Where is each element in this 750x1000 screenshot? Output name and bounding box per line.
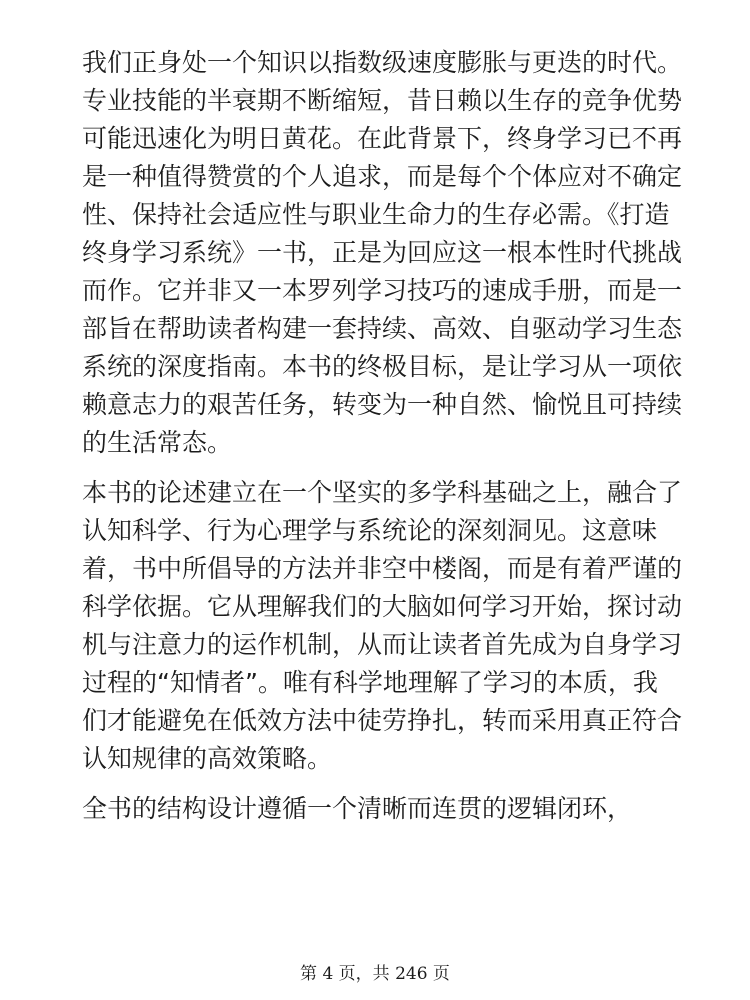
paragraph-3: 全书的结构设计遵循一个清晰而连贯的逻辑闭环，	[82, 794, 633, 823]
page-footer: 第 4 页，共 246 页	[300, 964, 450, 984]
body-text	[82, 44, 682, 828]
paragraph-1: 我们正身处一个知识以指数级速度膨胀与更迭的时代。专业技能的半衰期不断缩短，昔日赖以生存的竞争优势可能迅速化为明日黄花。在此背景下，终身学习已不再是一种值得赞赏的个人追求，而是每个个体应对不确定性、保持社会适应性与职业生命力的生存必需。《打造终身学习系统》一书，正是为回应这一根本性时代挑战而作。它并非又一本罗列学习技巧的速成手册，而是一部旨在帮助读者构建一套持续、高效、自驱动学习生态系统的深度指南。本书的终极目标，是让学习从一项依赖意志力的艰苦任务，转变为一种自然、愉悦且可持续的生活常态。	[82, 48, 683, 457]
paragraph-2: 本书的论述建立在一个坚实的多学科基础之上，融合了认知科学、行为心理学与系统论的深刻洞见。这意味着，书中所倡导的方法并非空中楼阁，而是有着严谨的科学依据。它从理解我们的大脑如何学习开始，探讨动机与注意力的运作机制，从而让读者首先成为自身学习过程的“知情者”。唯有科学地理解了学习的本质，我们才能避免在低效方法中徒劳挣扎，转而采用真正符合认知规律的高效策略。	[82, 478, 683, 773]
